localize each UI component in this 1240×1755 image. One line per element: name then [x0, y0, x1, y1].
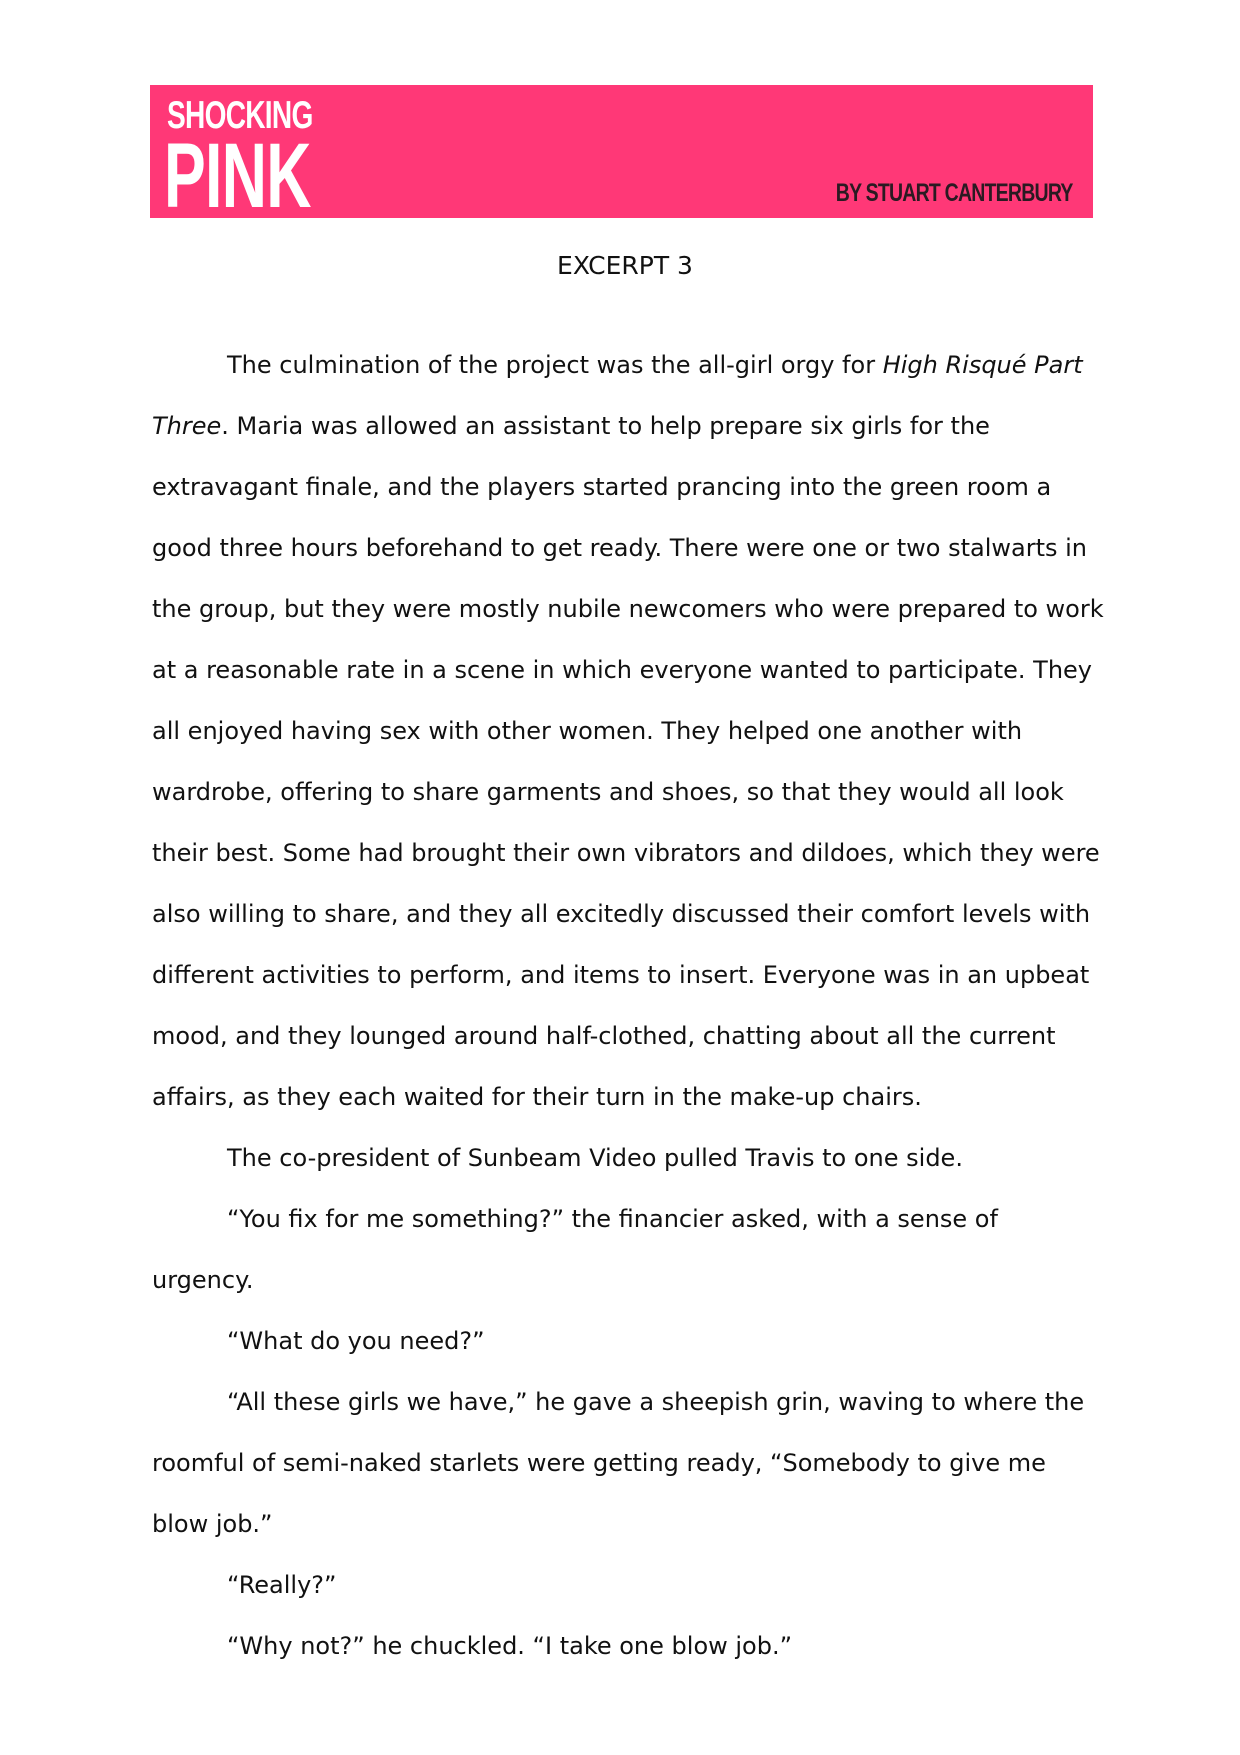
paragraph: “You fix for me something?” the financier asked, with a sense of urgency.	[152, 1205, 998, 1294]
paragraph: “All these girls we have,” he gave a sheepish grin, waving to where the roomful of semi-naked starlets were getting ready, “Somebody to give me blow job.”	[152, 1388, 1085, 1538]
excerpt-heading: EXCERPT 3	[557, 251, 693, 280]
logo-title-line1: SHOCKING	[167, 94, 313, 137]
paragraph: “Why not?” he chuckled. “I take one blow job.”	[227, 1632, 793, 1660]
paragraph: The co-president of Sunbeam Video pulled Travis to one side.	[227, 1144, 963, 1172]
book-title-italic: High Risqué Part Three	[152, 351, 1083, 440]
body-text	[152, 335, 1107, 1677]
author-byline: BY STUART CANTERBURY	[836, 179, 1073, 207]
paragraph: “Really?”	[227, 1571, 337, 1599]
paragraph-text: . Maria was allowed an assistant to help prepare six girls for the extravagant finale, and the players started prancing into the green room a good three hours beforehand to get ready. There were one or two stalwarts in the group, but they were mostly nubile newcomers who were prepared to work at a reasonable rate in a scene in which everyone wanted to participate. They all enjoyed having sex with other women. They helped one another with wardrobe, offering to share garments and shoes, so that they would all look their best. Some had brought their own vibrators and dildoes, which they were also willing to share, and they all excitedly discussed their comfort levels with different activities to perform, and items to insert. Everyone was in an upbeat mood, and they lounged around half-clothed, chatting about all the current affairs, as they each waited for their turn in the make-up chairs.	[152, 412, 1104, 1111]
logo-title-line2: PINK	[164, 125, 311, 227]
paragraph	[152, 335, 1107, 1128]
paragraph: “What do you need?”	[227, 1327, 485, 1355]
paragraph-text: The culmination of the project was the all-girl orgy for	[227, 351, 883, 379]
header-banner	[150, 85, 1093, 227]
